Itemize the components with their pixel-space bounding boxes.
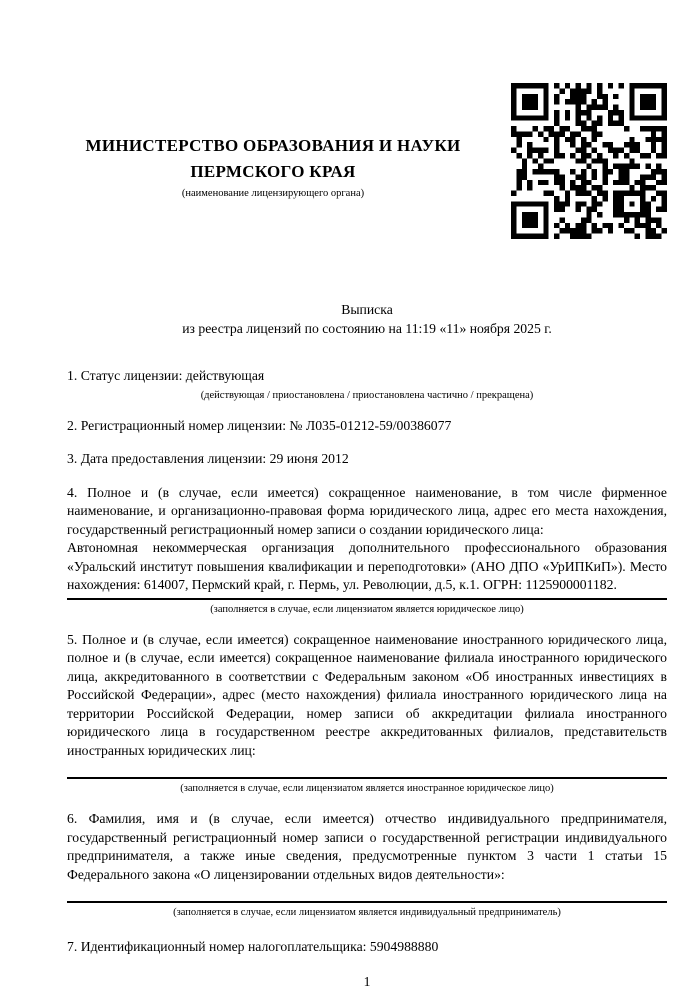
document-title-line1: Выписка bbox=[341, 302, 393, 317]
item7-label: 7. Идентификационный номер налогоплательщика: 5904988880 bbox=[67, 939, 439, 954]
license-item-status bbox=[67, 367, 667, 402]
qr-code bbox=[511, 83, 667, 239]
item2-label: 2. Регистрационный номер лицензии: № Л035-01212-59/00386077 bbox=[67, 417, 452, 433]
item3-label: 3. Дата предоставления лицензии: 29 июня 2012 bbox=[67, 451, 349, 466]
license-item-legal-entity bbox=[67, 484, 667, 616]
document-header bbox=[67, 83, 667, 239]
licensing-authority-block bbox=[67, 133, 479, 201]
separator-line bbox=[67, 598, 667, 600]
item4-label: 4. Полное и (в случае, если имеется) сокращенное наименование, в том числе фирменное наименование, и организационно-правовая форма юридического лица, адрес его места нахождения, государственный регистрационный номер записи о создании юридического лица: bbox=[67, 484, 667, 537]
license-item-registration-number bbox=[67, 417, 667, 436]
ministry-caption: (наименование лицензирующего органа) bbox=[181, 188, 365, 199]
license-item-grant-date bbox=[67, 450, 667, 469]
item5-caption: (заполняется в случае, если лицензиатом является иностранное юридическое лицо) bbox=[180, 783, 554, 794]
item4-caption: (заполняется в случае, если лицензиатом является юридическое лицо) bbox=[210, 603, 524, 615]
item4-value: Автономная некоммерческая организация дополнительного профессионального образования «Уральский институт повышения квалификации и переподготовки» (АНО ДПО «УрИПКиП»). Место нахождения: 614007, Пермский край, г. Пермь, ул. Революции, д.5, к.1. ОГРН: 1125900001182. bbox=[67, 540, 667, 592]
document-title bbox=[67, 300, 667, 338]
item1-label: 1. Статус лицензии: действующая bbox=[67, 368, 265, 383]
item1-caption: (действующая / приостановлена / приостановлена частично / прекращена) bbox=[200, 389, 534, 401]
license-item-individual-entrepreneur bbox=[67, 810, 667, 919]
item6-label: 6. Фамилия, имя и (в случае, если имеется) отчество индивидуального предпринимателя, государственный регистрационный номер записи о государственной регистрации индивидуального предпринимателя, а также иные сведения, предусмотренные пунктом 3 части 1 статьи 15 Федерального закона «О лицензировании отдельных видов деятельности»: bbox=[67, 811, 667, 882]
item5-label: 5. Полное и (в случае, если имеется) сокращенное наименование иностранного юридического лица, полное и (в случае, если имеется) сокращенное наименование филиала иностранного юридического лица, аккредитованного в соответствии с Федеральным законом «Об иностранных инвестициях в Российской Федерации», адрес (место нахождения) филиала иностранного юридического лица на территории Российской Федерации, номер записи об аккредитации филиала иностранного юридического лица в государственном реестре аккредитованных филиалов, представительств иностранных юридических лиц: bbox=[67, 631, 667, 758]
document-body bbox=[67, 300, 667, 989]
item6-caption: (заполняется в случае, если лицензиатом является индивидуальный предприниматель) bbox=[173, 907, 561, 918]
license-item-foreign-entity bbox=[67, 631, 667, 796]
separator-line bbox=[67, 901, 667, 903]
page-number: 1 bbox=[363, 973, 371, 989]
ministry-name-line1: МИНИСТЕРСТВО ОБРАЗОВАНИЯ И НАУКИ bbox=[85, 136, 461, 155]
separator-line bbox=[67, 777, 667, 779]
ministry-name-line2: ПЕРМСКОГО КРАЯ bbox=[190, 162, 356, 181]
license-item-taxpayer-number bbox=[67, 938, 667, 957]
document-title-line2: из реестра лицензий по состоянию на 11:19 «11» ноября 2025 г. bbox=[182, 321, 552, 336]
